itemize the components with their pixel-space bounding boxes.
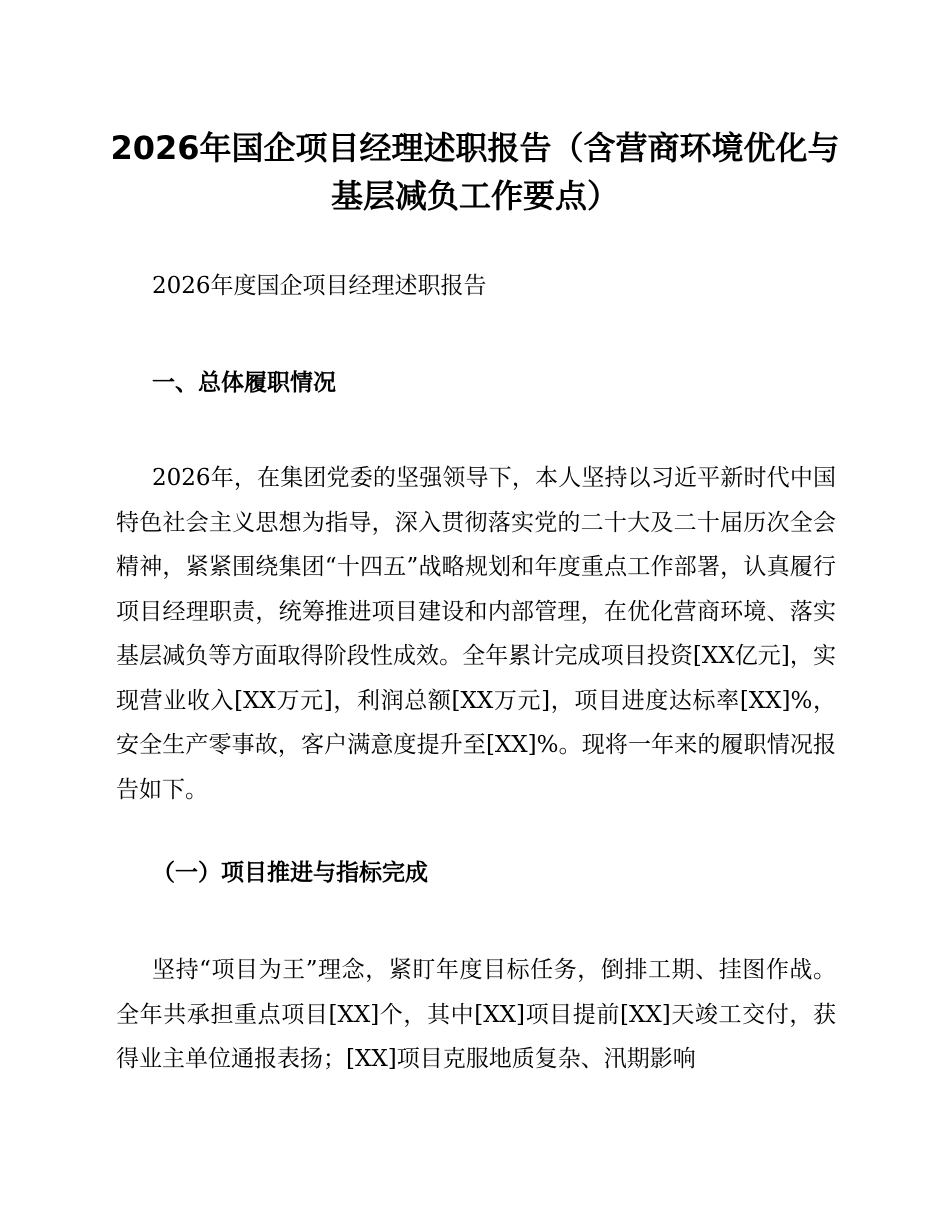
section-heading-overall-performance: 一、总体履职情况 <box>152 370 336 396</box>
report-subtitle: 2026年度国企项目经理述职报告 <box>152 273 487 299</box>
document-title: 2026年国企项目经理述职报告（含营商环境优化与基层减负工作要点） <box>110 129 840 215</box>
overall-performance-paragraph: 2026年，在集团党委的坚强领导下，本人坚持以习近平新时代中国特色社会主义思想为指导，深入贯彻落实党的二十大及二十届历次全会精神，紧紧围绕集团“十四五”战略规划和年度重点工作部署，认真履行项目经理职责，统筹推进项目建设和内部管理，在优化营商环境、落实基层减负等方面取得阶段性成效。全年累计完成项目投资[XX亿元]，实现营业收入[XX万元]，利润总额[XX万元]，项目进度达标率[XX]%，安全生产零事故，客户满意度提升至[XX]%。现将一年来的履职情况报告如下。 <box>116 465 836 803</box>
project-progress-paragraph: 坚持“项目为王”理念，紧盯年度目标任务，倒排工期、挂图作战。全年共承担重点项目[XX]个，其中[XX]项目提前[XX]天竣工交付，获得业主单位通报表扬；[XX]项目克服地质复杂、汛期影响 <box>116 957 836 1072</box>
subsection-heading-project-progress: （一）项目推进与指标完成 <box>152 860 428 886</box>
